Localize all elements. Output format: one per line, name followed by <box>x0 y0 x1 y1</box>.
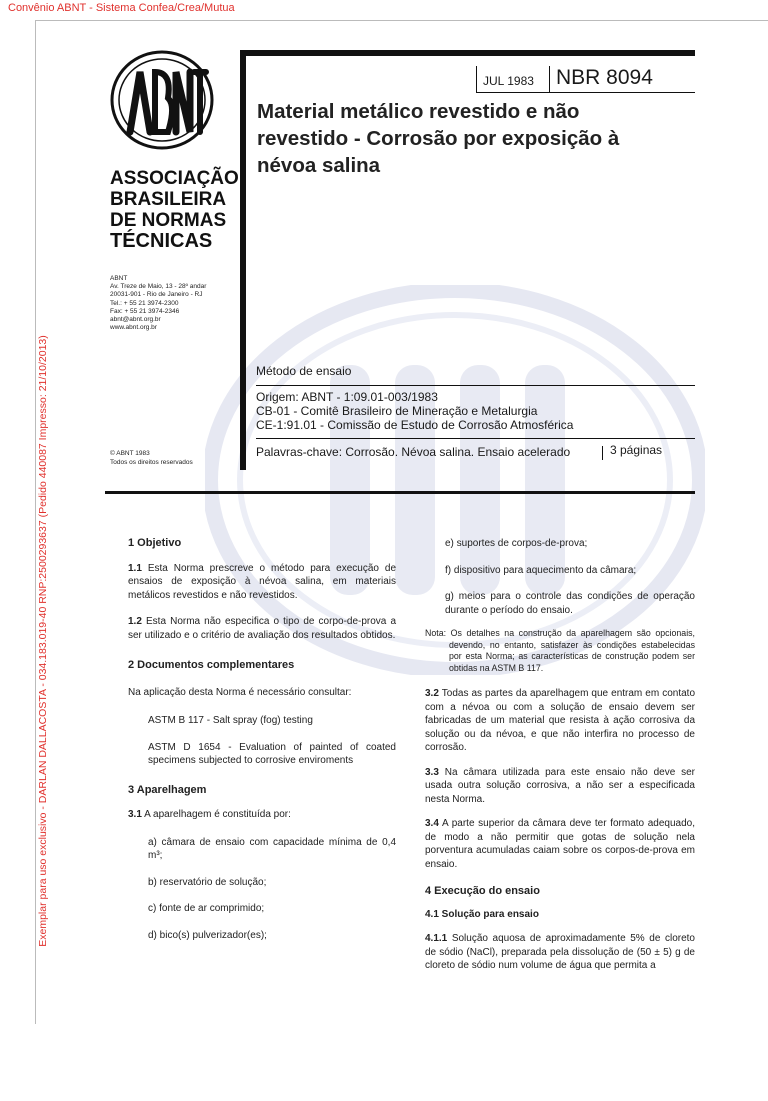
clause-number: 1.2 <box>128 616 142 627</box>
origin-line: CB-01 - Comitê Brasileiro de Mineração e Metalurgia <box>256 404 538 418</box>
abnt-logo <box>110 50 215 150</box>
divider <box>549 66 550 93</box>
address-line: 20031-901 - Rio de Janeiro - RJ <box>110 291 203 299</box>
side-watermark-note: Exemplar para uso exclusivo - DARLAN DALLACOSTA - 034.183.019-40 RNP:2500293637 (Pedido 440087 Impresso: 21/10/2013) <box>37 335 49 947</box>
divider <box>256 385 695 386</box>
clause-text: A parte superior da câmara deve ter formato adequado, de modo a não permitir que gotas de solução nela porventura acumuladas caiam sobre os corpos-de-prova em ensaio. <box>425 818 695 870</box>
address-line[interactable]: abnt@abnt.org.br <box>110 316 161 324</box>
org-name-line: BRASILEIRA <box>110 189 227 210</box>
paragraph <box>425 766 695 807</box>
org-name <box>110 168 239 252</box>
clause-number: 3.4 <box>425 818 439 829</box>
clause-number: 1.1 <box>128 562 142 574</box>
divider <box>256 438 695 439</box>
clause-text: Solução aquosa de aproximadamente 5% de cloreto de sódio (NaCl), preparada pela dissolução de (50 ± 5) g de cloreto de sódio num volume de água que permita a <box>425 933 695 971</box>
address-line: ABNT <box>110 275 128 282</box>
org-name-line: ASSOCIAÇÃO <box>110 168 239 189</box>
header-bar-bottom <box>105 491 695 494</box>
origin-line: Origem: ABNT - 1:09.01-003/1983 <box>256 390 438 404</box>
copyright-line: Todos os direitos reservados <box>110 458 193 466</box>
doc-page-count: 3 páginas <box>610 443 663 457</box>
list-item: a) câmara de ensaio com capacidade mínima de 0,4 m³; <box>148 836 396 861</box>
section-heading: 4 Execução do ensaio <box>425 885 540 897</box>
title-line: névoa salina <box>257 154 381 177</box>
doc-method: Método de ensaio <box>256 364 352 378</box>
list-item: b) reservatório de solução; <box>148 876 267 888</box>
clause-number: 3.1 <box>128 809 142 820</box>
address-line: Av. Treze de Maio, 13 - 28º andar <box>110 283 207 291</box>
org-address <box>110 275 206 332</box>
paragraph <box>425 687 695 755</box>
org-name-line: DE NORMAS <box>110 210 227 231</box>
note-text: Os detalhes na construção da aparelhagem são opcionais, devendo, no entanto, satisfazer às condições estabelecidas por esta Norma; as características de construção podem ser obtidas na ASTM B 117. <box>449 628 695 673</box>
clause-number: 3.3 <box>425 766 439 778</box>
title-line: Material metálico revestido e não <box>257 100 580 123</box>
right-column <box>425 537 695 973</box>
divider <box>602 446 603 460</box>
paragraph <box>128 615 396 642</box>
paragraph <box>425 932 695 973</box>
page-border-left <box>35 20 36 1024</box>
doc-title <box>257 98 687 179</box>
paragraph <box>425 817 695 871</box>
clause-text: Esta Norma prescreve o método para execução de ensaios de exposição à névoa salina, em materiais metálicos revestidos e não revestidos. <box>128 562 397 601</box>
paragraph <box>128 808 396 822</box>
origin-line: CE-1:91.01 - Comissão de Estudo de Corrosão Atmosférica <box>256 418 574 432</box>
address-line: Tel.: + 55 21 3974-2300 <box>110 299 179 307</box>
copyright-line: © ABNT 1983 <box>110 450 150 457</box>
clause-text: Todas as partes da aparelhagem que entram em contato com a névoa ou com a solução de ensaio devem ser fabricadas de um material que resista à ação corrosiva da solução ou da névoa, e que não interfira no processo de corrosão. <box>425 688 696 753</box>
page-border-top <box>35 20 768 21</box>
paragraph: Na aplicação desta Norma é necessário consultar: <box>128 686 352 698</box>
clause-text: Esta Norma não especifica o tipo de corpo-de-prova a ser utilizado e o critério de avaliação dos resultados obtidos. <box>128 616 397 641</box>
doc-keywords: Palavras-chave: Corrosão. Névoa salina. Ensaio acelerado <box>256 445 571 459</box>
left-column <box>128 537 396 942</box>
title-line: revestido - Corrosão por exposição à <box>257 127 620 150</box>
org-name-line: TÉCNICAS <box>110 230 213 252</box>
reference: ASTM D 1654 - Evaluation of painted of coated specimens subjected to corrosive enviroments <box>148 741 396 766</box>
address-line[interactable]: www.abnt.org.br <box>110 324 157 332</box>
paragraph <box>128 562 396 603</box>
clause-text: A aparelhagem é constituída por: <box>144 809 291 820</box>
doc-date: JUL 1983 <box>483 74 534 88</box>
clause-number: 3.2 <box>425 688 439 699</box>
top-note: Convênio ABNT - Sistema Confea/Crea/Mutua <box>8 2 235 14</box>
note-label: Nota: <box>425 628 447 638</box>
list-item: g) meios para o controle das condições de operação durante o período do ensaio. <box>445 591 695 616</box>
section-heading: 3 Aparelhagem <box>128 783 207 796</box>
copyright <box>110 450 193 467</box>
subsection-heading: 4.1 Solução para ensaio <box>425 908 539 920</box>
reference: ASTM B 117 - Salt spray (fog) testing <box>148 715 313 726</box>
doc-origin <box>256 390 573 432</box>
note <box>425 628 695 674</box>
header-bar-top <box>240 50 695 56</box>
header-bar-left <box>240 50 246 470</box>
list-item: c) fonte de ar comprimido; <box>148 903 265 914</box>
divider <box>476 92 695 93</box>
list-item: e) suportes de corpos-de-prova; <box>445 538 588 549</box>
section-heading: 2 Documentos complementares <box>128 659 295 671</box>
clause-number: 4.1.1 <box>425 933 448 944</box>
list-item: d) bico(s) pulverizador(es); <box>148 929 267 941</box>
section-heading: 1 Objetivo <box>128 537 182 549</box>
clause-text: Na câmara utilizada para este ensaio não deve ser usada outra solução corrosiva, a não ser a especificada nesta Norma. <box>425 766 695 805</box>
doc-number: NBR 8094 <box>556 66 653 89</box>
list-item: f) dispositivo para aquecimento da câmara; <box>445 564 637 576</box>
address-line: Fax: + 55 21 3974-2346 <box>110 307 180 315</box>
divider <box>476 66 477 93</box>
